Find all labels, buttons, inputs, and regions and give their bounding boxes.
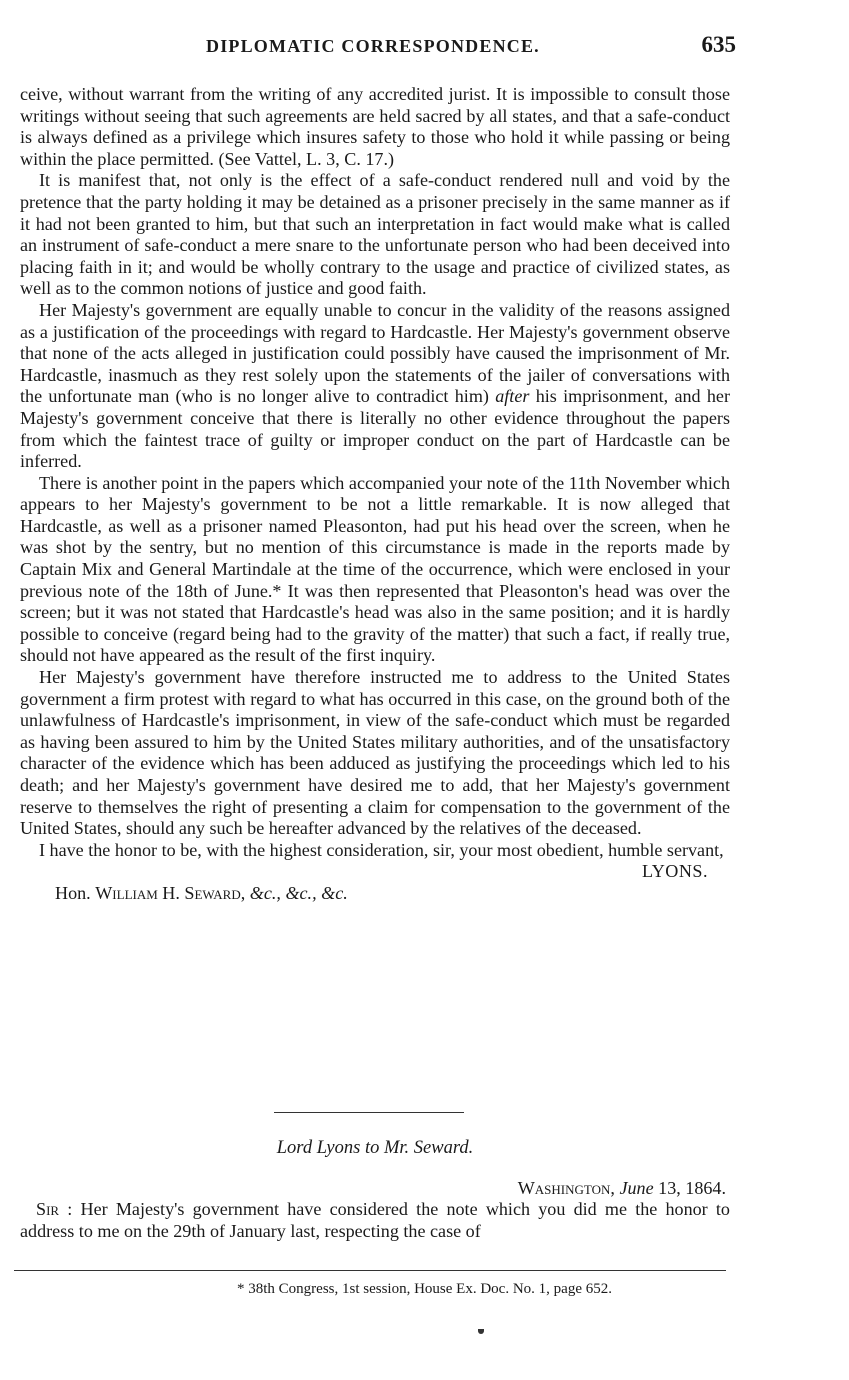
running-header	[20, 34, 736, 60]
paragraph-5: Her Majesty's government have therefore instructed me to address to the United States government a firm protest with regard to what has occurred in this case, on the ground both of the unlawfulness of Hardcastle's imprisonment, in view of the safe-conduct which must be regarded as having been assured to him by the United States military authorities, and of the unsatisfactory character of the evidence which has been adduced as justifying the proceedings which led to his death; and her Majesty's government have desired me to add, that her Majesty's government reserve to themselves the right of presenting a claim for compensation to the government of the United States, should any such be hereafter advanced by the relatives of the deceased.	[20, 667, 730, 839]
addressee	[20, 883, 730, 905]
addressee-honorific: Hon.	[55, 882, 91, 903]
page-number: 635	[701, 32, 736, 57]
paragraph-3-text-b: his imprisonment, and her Majesty's government conceive that there is literally no other evidence throughout the papers from which the faintest trace of guilty or improper conduct on the part of Hardcastle can be inferred.	[20, 386, 730, 472]
letter-heading: Lord Lyons to Mr. Seward.	[276, 1138, 474, 1158]
paragraph-3-text-a: Her Majesty's government are equally unable to concur in the validity of the reasons assigned as a justification of the proceedings with regard to Hardcastle. Her Majesty's government observe that none of the acts alleged in justification could possibly have caused the imprisonment of Mr. Hardcastle, inasmuch as they rest solely upon the statements of the jailer of conversations with the unfortunate man (who is no longer alive to contradict him)	[20, 299, 730, 407]
letter-body	[20, 84, 730, 905]
paragraph-2: It is manifest that, not only is the effect of a safe-conduct rendered null and void by the pretence that the party holding it may be detained as a prisoner precisely in the same manner as if it had not been granted to him, but that such an interpretation in fact would make what is called an instrument of safe-conduct a mere snare to the unfortunate person who had been deceived into placing faith in it; and would be wholly contrary to the usage and practice of civilized states, as well as to the common notions of justice and good faith.	[20, 170, 730, 299]
emphasized-after: after	[495, 386, 530, 407]
dateline-month: June	[619, 1177, 654, 1198]
addressee-etc: &c., &c., &c.	[249, 882, 348, 903]
running-title: DIPLOMATIC CORRESPONDENCE.	[206, 36, 540, 56]
second-letter-paragraph	[20, 1199, 730, 1242]
paragraph-1: ceive, without warrant from the writing of any accredited jurist. It is impossible to consult those writings without seeing that such agreements are held sacred by all states, and that a safe-conduct is always defined as a privilege which insures safety to those who hold it while passing or being within the place permitted. (See Vattel, L. 3, C. 17.)	[20, 84, 730, 169]
footnote: * 38th Congress, 1st session, House Ex. Doc. No. 1, page 652.	[237, 1281, 612, 1297]
dateline-place: Washington,	[517, 1177, 615, 1198]
signature: LYONS.	[641, 861, 708, 882]
addressee-name: William H. Seward,	[95, 882, 246, 903]
salutation: Sir :	[36, 1199, 73, 1220]
dateline-rest: 13, 1864.	[658, 1177, 726, 1198]
page-mark	[478, 1329, 484, 1334]
second-letter-text: Her Majesty's government have considered the note which you did me the honor to address to me on the 29th of January last, respecting the case of	[20, 1199, 730, 1241]
section-divider	[274, 1112, 464, 1113]
footnote-rule	[14, 1270, 726, 1271]
paragraph-4: There is another point in the papers which accompanied your note of the 11th November which appears to her Majesty's government to be not a little remarkable. It is now alleged that Hardcastle, as well as a prisoner named Pleasonton, had put his head over the screen, when he was shot by the sentry, but no mention of this circumstance is made in the reports made by Captain Mix and General Martindale at the time of the occurrence, which were enclosed in your previous note of the 18th of June.* It was then represented that Pleasonton's head was over the screen; but it was not stated that Hardcastle's head was also in the same position; and it is hardly possible to conceive (regard being had to the gravity of the matter) that such a fact, if really true, should not have appeared as the result of the first inquiry.	[20, 472, 730, 666]
second-letter	[20, 1138, 730, 1242]
dateline	[20, 1178, 730, 1200]
closing-paragraph: I have the honor to be, with the highest consideration, sir, your most obedient, humble servant,	[39, 839, 724, 860]
paragraph-3	[20, 300, 730, 473]
